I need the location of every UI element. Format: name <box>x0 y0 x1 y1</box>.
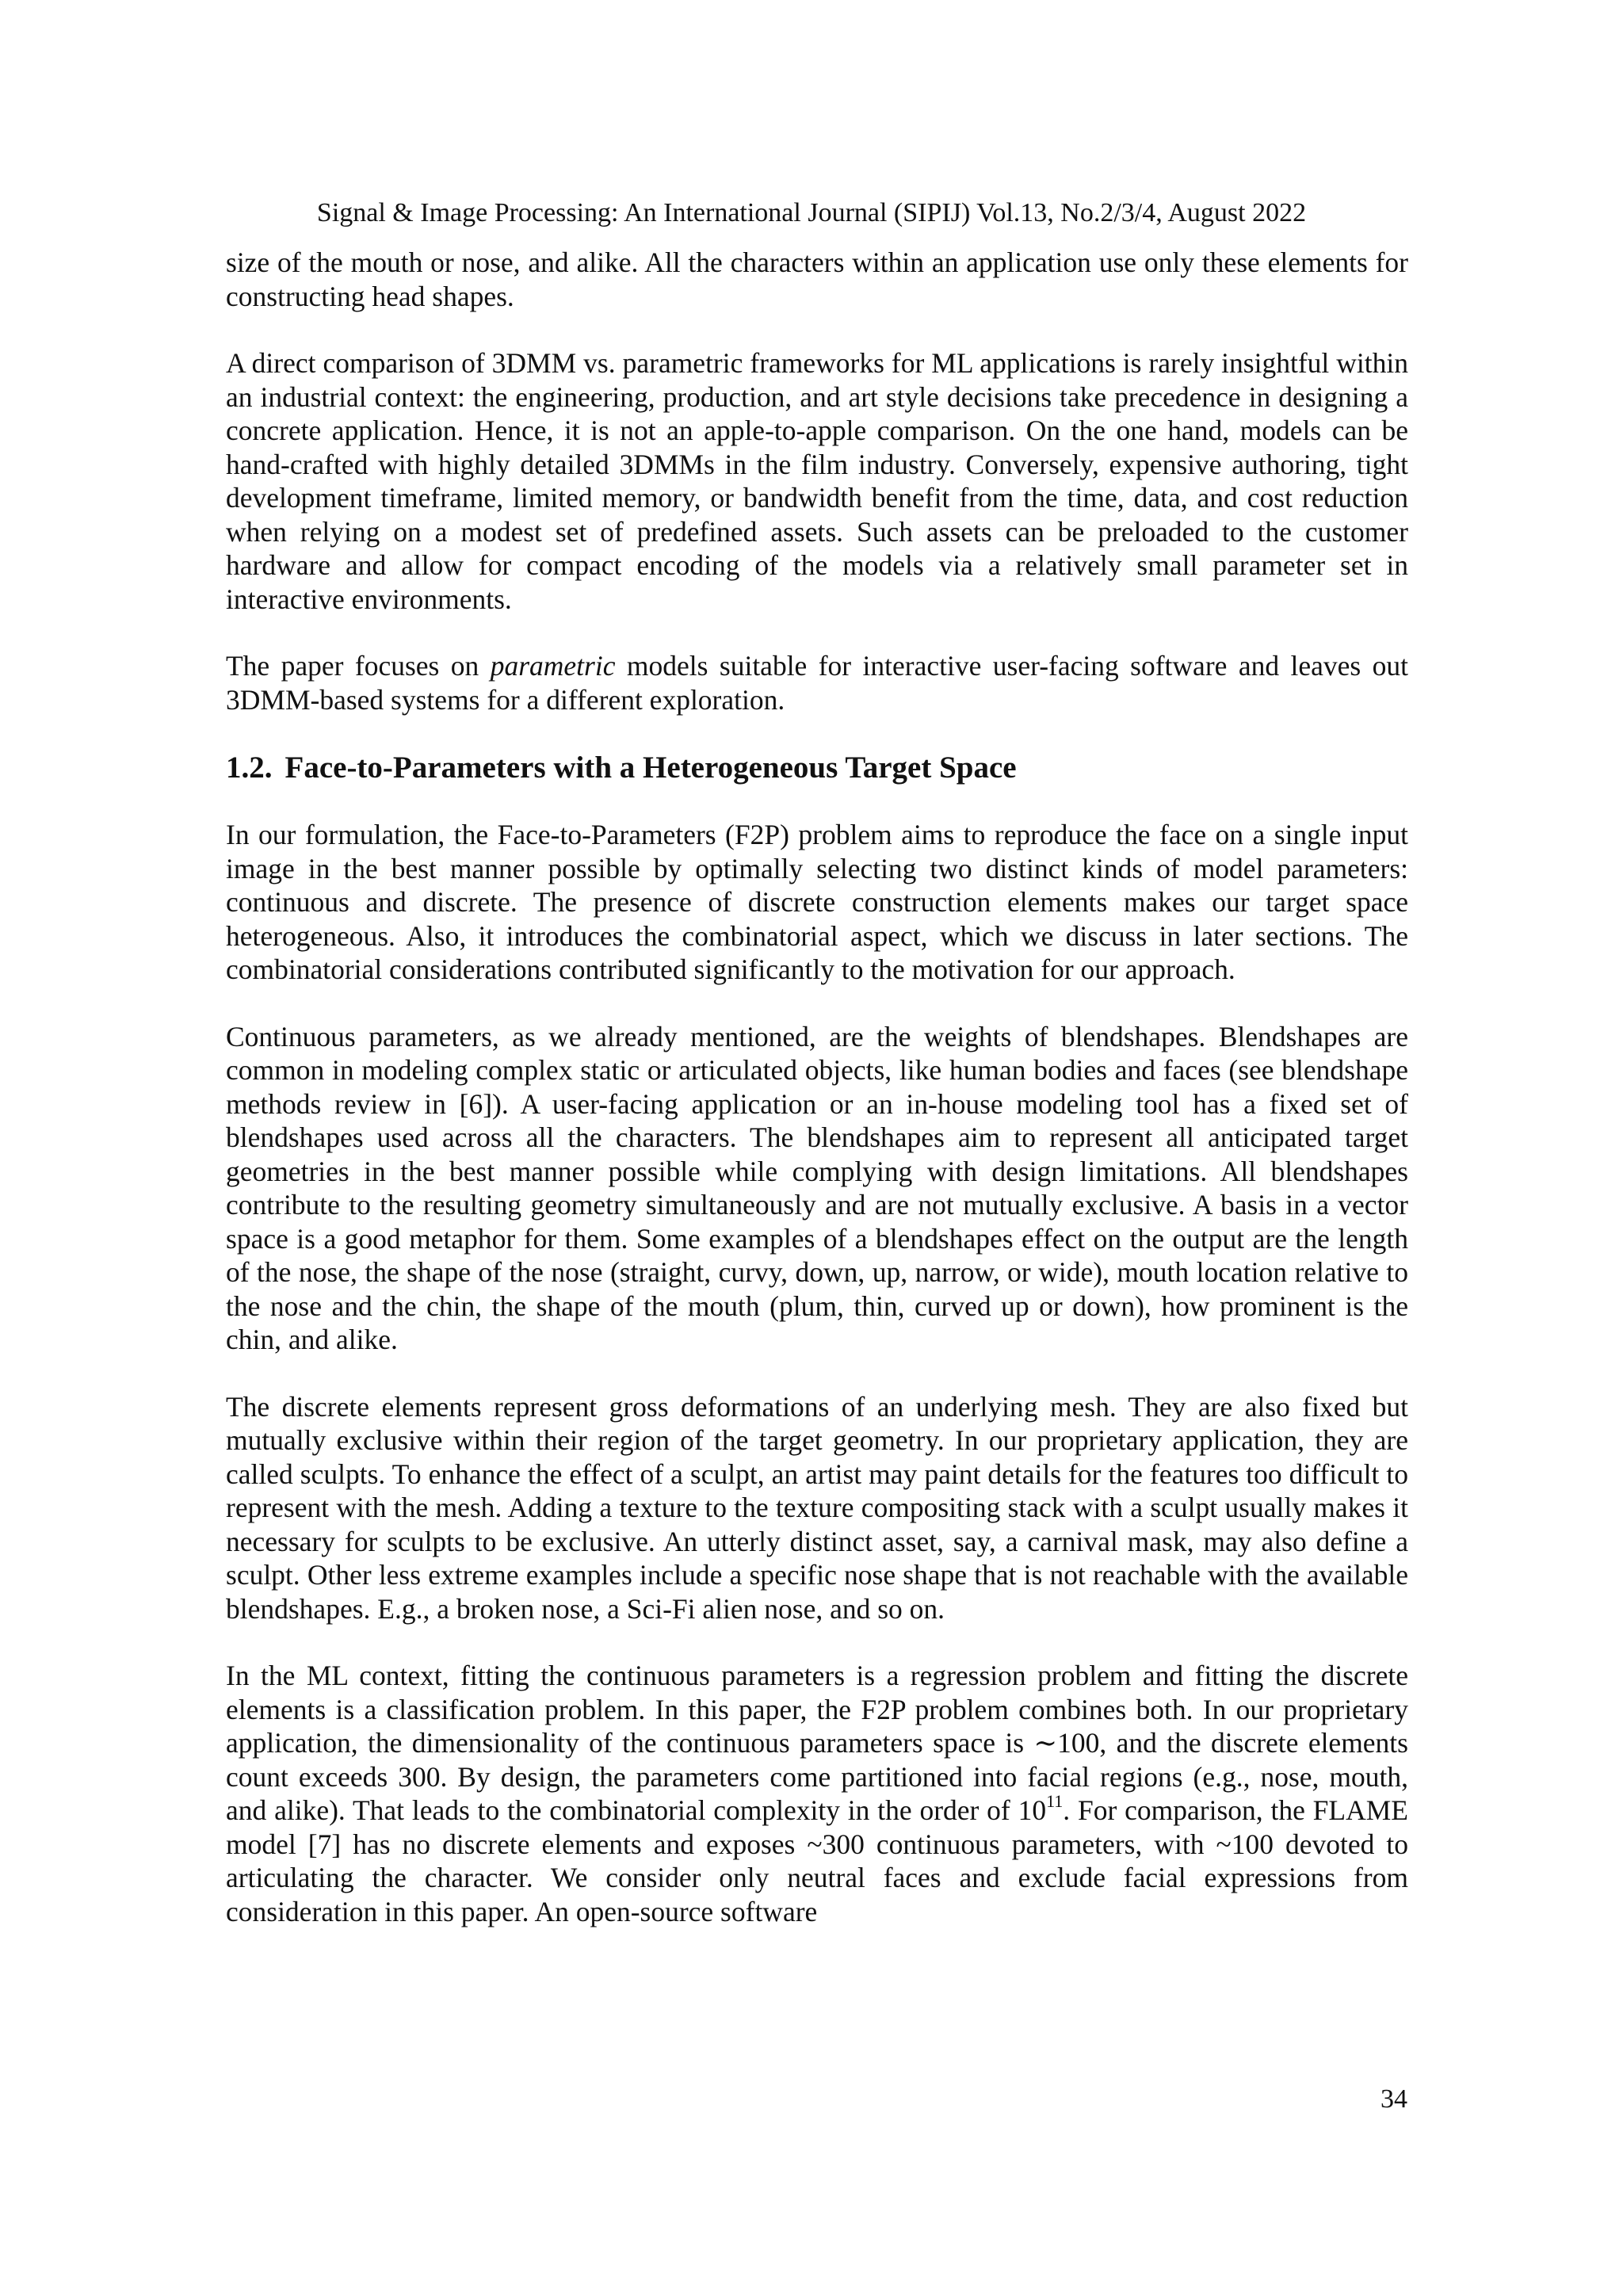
text-span: . For comparison, the FLAME model [7] has no discrete elements and exposes ~300 continuous parameters, with ~100 devoted to articulating the character. We consider only neutral faces and exclude facial expressions from consideration in this paper. An open-source software <box>226 1794 1408 1927</box>
text-span: In the ML context, fitting the continuous parameters is a regression problem and fitting the discrete elements is a classification problem. In this paper, the F2P problem combines both. In our proprietary application, the dimensionality of the continuous parameters space is ∼100, and the discrete elements count exceeds 300. By design, the parameters come partitioned into facial regions (e.g., nose, mouth, and alike). That leads to the combinatorial complexity in the order of 10 <box>226 1660 1408 1826</box>
exponent: 11 <box>1046 1791 1064 1811</box>
paragraph-continuous-parameters: Continuous parameters, as we already mentioned, are the weights of blendshapes. Blendshapes are common in modeling complex static or articulated objects, like human bodies and faces (see blendshape methods review in [6]). A user-facing application or an in-house modeling tool has a fixed set of blendshapes used across all the characters. The blendshapes aim to represent all anticipated target geometries in the best manner possible while complying with design limitations. All blendshapes contribute to the resulting geometry simultaneously and are not mutually exclusive. A basis in a vector space is a good metaphor for them. Some examples of a blendshapes effect on the output are the length of the nose, the shape of the nose (straight, curvy, down, up, narrow, or wide), mouth location relative to the nose and the chin, the shape of the mouth (plum, thin, curved up or down), how prominent is the chin, and alike. <box>226 1020 1408 1355</box>
section-title: Face-to-Parameters with a Heterogeneous Target Space <box>285 751 1017 785</box>
text-span: models suitable for interactive user-facing software and leaves out 3DMM-based systems for a different exploration. <box>226 650 1408 716</box>
paragraph-paper-focus <box>226 649 1408 716</box>
section-number: 1.2. <box>226 751 273 785</box>
paragraph-continuation: size of the mouth or nose, and alike. All the characters within an application use only these elements for constructing head shapes. <box>226 246 1408 312</box>
paragraph-discrete-elements: The discrete elements represent gross deformations of an underlying mesh. They are also fixed but mutually exclusive within their region of the target geometry. In our proprietary application, they are called sculpts. To enhance the effect of a sculpt, an artist may paint details for the features too difficult to represent with the mesh. Adding a texture to the texture compositing stack with a sculpt usually makes it necessary for sculpts to be exclusive. An utterly distinct asset, say, a carnival mask, may also define a sculpt. Other less extreme examples include a specific nose shape that is not reachable with the available blendshapes. E.g., a broken nose, a Sci-Fi alien nose, and so on. <box>226 1390 1408 1625</box>
emphasis-parametric: parametric <box>490 650 616 682</box>
running-header: Signal & Image Processing: An International Journal (SIPIJ) Vol.13, No.2/3/4, August 2022 <box>316 198 1307 227</box>
paragraph-3dmm-comparison: A direct comparison of 3DMM vs. parametric frameworks for ML applications is rarely insightful within an industrial context: the engineering, production, and art style decisions take precedence in designing a concrete application. Hence, it is not an apple-to-apple comparison. On the one hand, models can be hand-crafted with highly detailed 3DMMs in the film industry. Conversely, expensive authoring, tight development timeframe, limited memory, or bandwidth benefit from the time, data, and cost reduction when relying on a modest set of predefined assets. Such assets can be preloaded to the customer hardware and allow for compact encoding of the models via a relatively small parameter set in interactive environments. <box>226 347 1408 615</box>
paragraph-ml-context <box>226 1659 1408 1928</box>
text-span: The paper focuses on <box>226 650 491 682</box>
page-number: 34 <box>1381 2084 1407 2114</box>
body-text <box>226 246 1408 1962</box>
paragraph-f2p-formulation: In our formulation, the Face-to-Parameters (F2P) problem aims to reproduce the face on a single input image in the best manner possible by optimally selecting two distinct kinds of model parameters: continuous and discrete. The presence of discrete construction elements makes our target space heterogeneous. Also, it introduces the combinatorial aspect, which we discuss in later sections. The combinatorial considerations contributed significantly to the motivation for our approach. <box>226 819 1408 985</box>
section-heading <box>226 750 1408 786</box>
